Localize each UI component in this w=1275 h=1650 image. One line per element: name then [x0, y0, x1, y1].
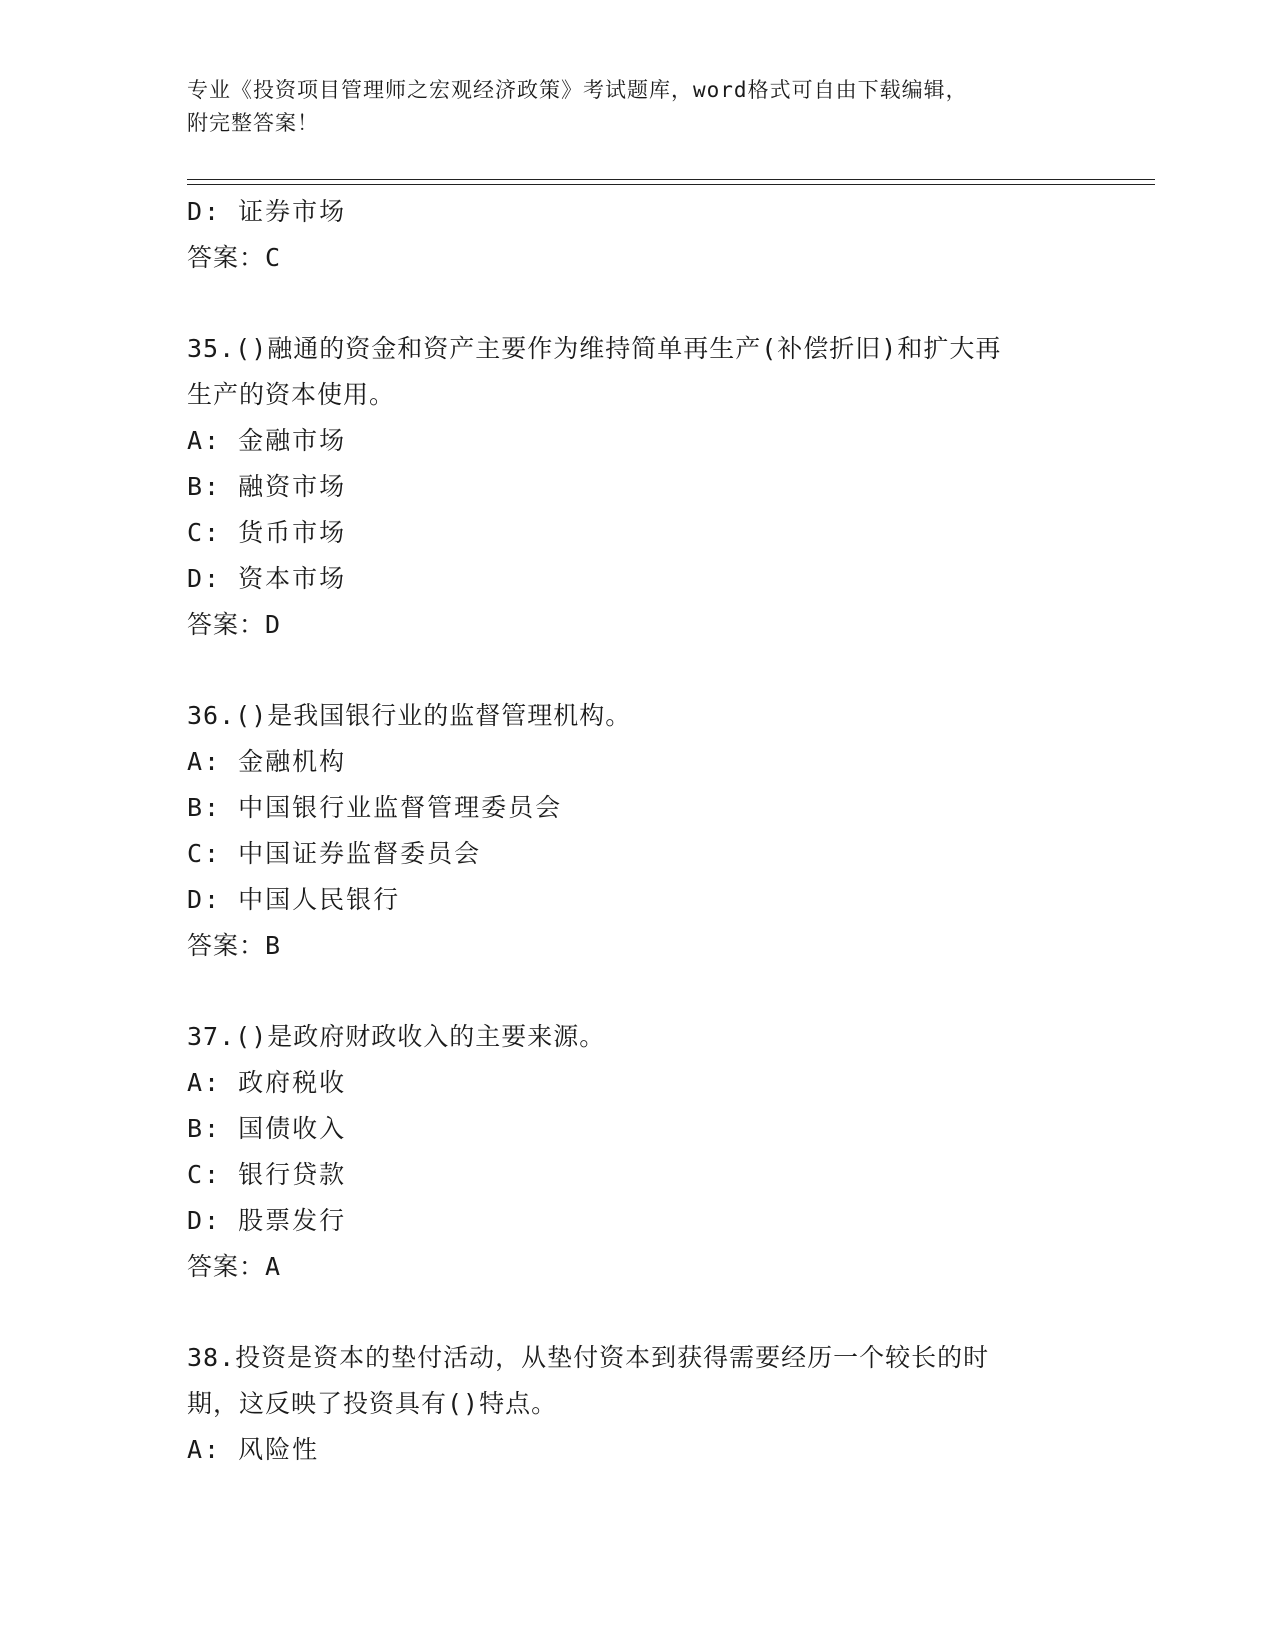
answer-line	[187, 923, 1087, 969]
question-35	[187, 326, 1087, 648]
option-b: B: 融资市场	[187, 472, 347, 501]
answer-label: 答案：	[187, 243, 266, 272]
question-36	[187, 693, 1087, 969]
question-text-line: 38.投资是资本的垫付活动，从垫付资本到获得需要经历一个较长的时	[187, 1343, 990, 1372]
header-line-2: 附完整答案！	[187, 111, 319, 135]
option-d: D: 股票发行	[187, 1206, 347, 1235]
question-list	[187, 189, 1087, 1473]
header-divider-bottom	[187, 184, 1155, 185]
question-text-line: 期，这反映了投资具有()特点。	[187, 1389, 558, 1418]
header-divider-top	[187, 179, 1155, 180]
question-text-line: 生产的资本使用。	[187, 380, 396, 409]
option-b: B: 中国银行业监督管理委员会	[187, 793, 563, 822]
option-a: A: 政府税收	[187, 1068, 347, 1097]
header-line-1: 专业《投资项目管理师之宏观经济政策》考试题库，word格式可自由下载编辑，	[187, 78, 968, 102]
answer-line	[187, 235, 1087, 281]
option-a: A: 金融市场	[187, 426, 347, 455]
question-text-line: 36.()是我国银行业的监督管理机构。	[187, 701, 632, 730]
answer-line	[187, 602, 1087, 648]
option-b: B: 国债收入	[187, 1114, 347, 1143]
answer-value: B	[265, 931, 282, 960]
previous-question-tail	[187, 189, 1087, 281]
document-header	[187, 74, 1087, 140]
answer-line	[187, 1244, 1087, 1290]
question-text-line: 35.()融通的资金和资产主要作为维持简单再生产(补偿折旧)和扩大再	[187, 334, 1002, 363]
answer-value: C	[265, 243, 282, 272]
option-d: D: 证券市场	[187, 197, 347, 226]
option-c: C: 中国证券监督委员会	[187, 839, 482, 868]
answer-label: 答案：	[187, 1252, 266, 1281]
answer-value: A	[265, 1252, 282, 1281]
option-d: D: 中国人民银行	[187, 885, 401, 914]
answer-label: 答案：	[187, 610, 266, 639]
question-text-line: 37.()是政府财政收入的主要来源。	[187, 1022, 606, 1051]
question-38	[187, 1335, 1087, 1473]
option-c: C: 货币市场	[187, 518, 347, 547]
option-c: C: 银行贷款	[187, 1160, 347, 1189]
option-a: A: 风险性	[187, 1435, 320, 1464]
answer-label: 答案：	[187, 931, 266, 960]
option-d: D: 资本市场	[187, 564, 347, 593]
option-a: A: 金融机构	[187, 747, 347, 776]
answer-value: D	[265, 610, 282, 639]
question-37	[187, 1014, 1087, 1290]
